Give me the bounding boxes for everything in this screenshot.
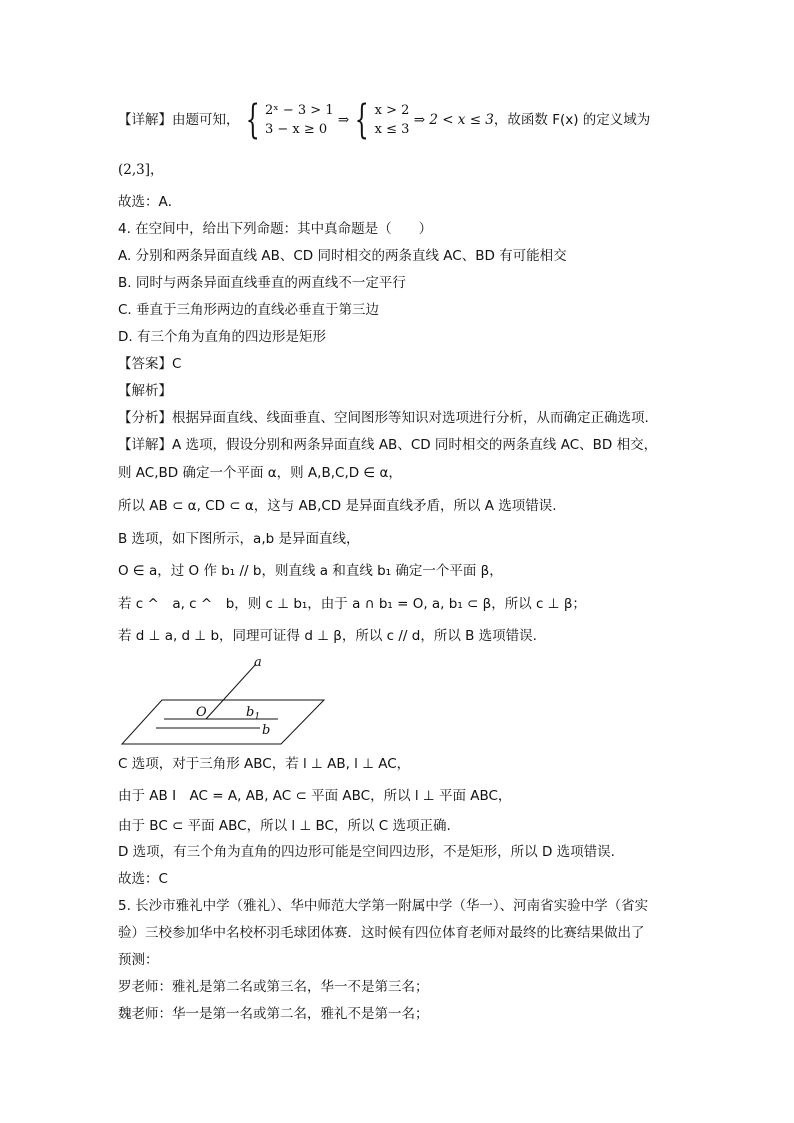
q4-analysis-label: 【解析】 [118, 383, 172, 399]
q4-choose: 故选：C [118, 871, 168, 887]
choose-prev: 故选：A． [118, 194, 182, 210]
q5-stem-line-3: 预测： [118, 952, 159, 968]
q4-detail-line-6: 若 c ^ a, c ^ b，则 c ⊥ b₁，由于 a ∩ b₁ = O, a, b₁ ⊂ β，所以 c ⊥ β； [118, 596, 586, 612]
q4-detail-line-1: 【详解】A 选项，假设分别和两条异面直线 AB、CD 同时相交的两条直线 AC、BD 相交， [118, 437, 658, 453]
q5-stem-line-1: 5. 长沙市雅礼中学（雅礼）、华中师范大学第一附属中学（华一）、河南省实验中学（省实 [118, 898, 649, 914]
q5-stem-line-5: 魏老师：华一是第一名或第二名，雅礼不是第一名； [118, 1006, 429, 1022]
q4-option-a: A. 分别和两条异面直线 AB、CD 同时相交的两条直线 AC、BD 有可能相交 [118, 248, 567, 264]
label-o: O [196, 705, 207, 720]
label-b1: $b_1$ [246, 705, 261, 722]
q4-stem: 4. 在空间中，给出下列命题：其中真命题是（ ） [118, 221, 433, 237]
skew-lines-figure [118, 652, 338, 748]
q4-option-b: B. 同时与两条异面直线垂直的两直线不一定平行 [118, 275, 406, 291]
detail-label: 【详解】 [118, 112, 172, 128]
q4-detail2-line-3: 由于 BC ⊂ 平面 ABC，所以 l ⊥ BC，所以 C 选项正确. [118, 818, 451, 834]
label-a: a [254, 655, 262, 670]
detail-prev-line [118, 97, 651, 143]
system-result: ⇒ 2 < x ≤ 3 [413, 112, 494, 128]
detail-tail: ，故函数 F(x) 的定义域为 [493, 112, 651, 128]
q4-detail2-line-4: D 选项，有三个角为直角的四边形可能是空间四边形，不是矩形，所以 D 选项错误. [118, 844, 615, 860]
q4-detail-line-4: B 选项，如下图所示，a,b 是异面直线， [118, 531, 360, 547]
system-2: x > 2 x ≤ 3 [374, 103, 410, 137]
detail-lead: 由题可知， [172, 112, 240, 128]
q4-detail-line-3: 所以 AB ⊂ α, CD ⊂ α，这与 AB,CD 是异面直线矛盾，所以 A 选项错误. [118, 498, 557, 514]
q4-detail2-line-1: C 选项，对于三角形 ABC，若 l ⊥ AB, l ⊥ AC， [118, 756, 411, 772]
system-1: 2ˣ − 3 > 1 3 − x ≥ 0 [264, 103, 334, 137]
q4-detail-line-2: 则 AC,BD 确定一个平面 α，则 A,B,C,D ∈ α， [118, 465, 402, 481]
q4-detail-line-7: 若 d ⊥ a, d ⊥ b，同理可证得 d ⊥ β，所以 c // d，所以 B 选项错误. [118, 628, 537, 644]
brace-left-2: { [354, 97, 369, 143]
q4-detail-line-5: O ∈ a，过 O 作 b₁ // b，则直线 a 和直线 b₁ 确定一个平面 β， [118, 563, 503, 579]
q5-stem-line-4: 罗老师：雅礼是第二名或第三名，华一不是第三名； [118, 979, 429, 995]
domain-result: (2,3]， [118, 162, 164, 178]
brace-left-1: { [245, 97, 260, 143]
q5-stem-line-2: 验）三校参加华中名校杯羽毛球团体赛．这时候有四位体育老师对最终的比赛结果做出了 [118, 925, 645, 941]
plane-beta [122, 700, 324, 744]
q4-detail2-line-2: 由于 AB I AC = A, AB, AC ⊂ 平面 ABC，所以 l ⊥ 平面 ABC， [118, 788, 512, 804]
q4-option-c: C. 垂直于三角形两边的直线必垂直于第三边 [118, 302, 380, 318]
q4-answer: 【答案】C [118, 356, 182, 372]
label-b: b [262, 723, 271, 738]
q4-option-d: D. 有三个角为直角的四边形是矩形 [118, 329, 326, 345]
implies-arrow: ⇒ [337, 112, 350, 128]
q4-analysis: 【分析】根据异面直线、线面垂直、空间图形等知识对选项进行分析，从而确定正确选项. [118, 410, 649, 426]
